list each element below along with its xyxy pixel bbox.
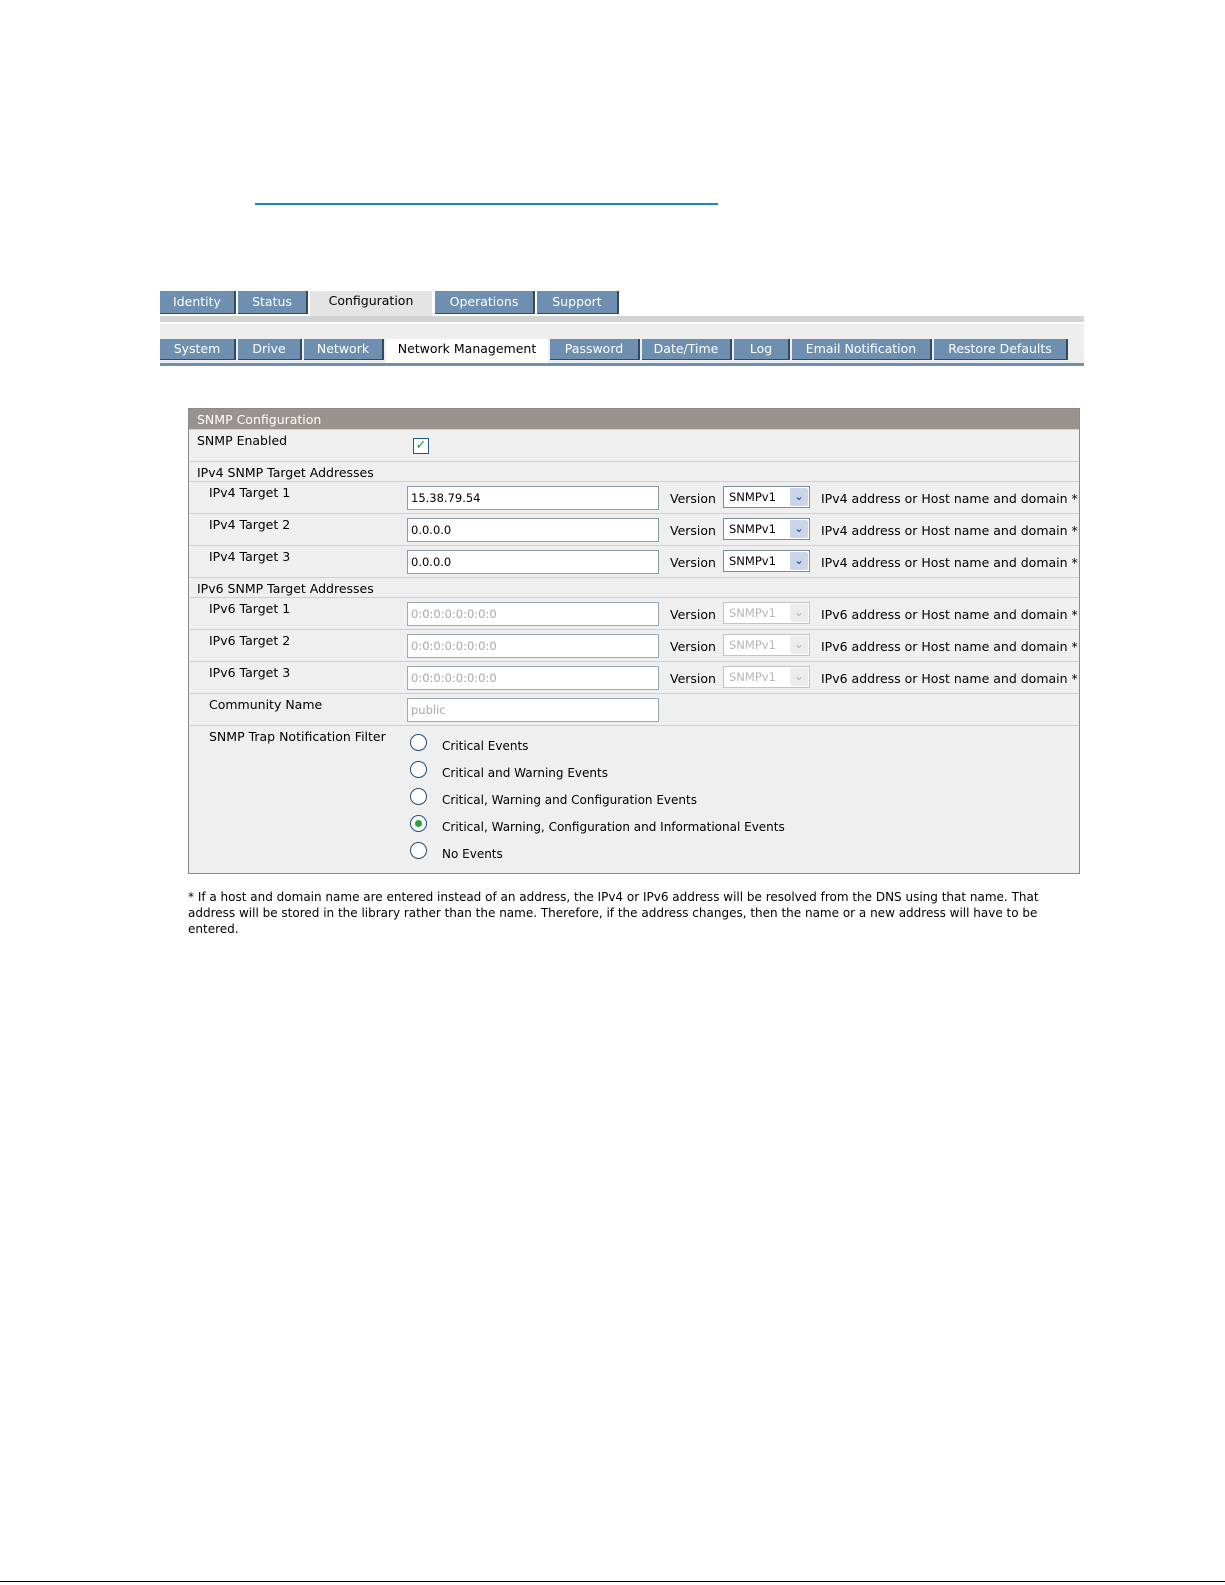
radio-critical-warning-events[interactable] (410, 761, 427, 778)
subtab-network[interactable]: Network (304, 339, 384, 360)
community-name-input[interactable]: public (407, 698, 659, 722)
ipv6-target-2-version-select[interactable] (723, 634, 810, 656)
ipv6-target-row (189, 661, 1079, 693)
radio-label: Critical Events (442, 739, 529, 753)
ipv6-target-1-version-select[interactable] (723, 602, 810, 624)
chevron-down-icon: ⌄ (790, 488, 808, 506)
ipv6-target-row (189, 629, 1079, 661)
trap-filter-row (189, 725, 1079, 873)
radio-label: No Events (442, 847, 503, 861)
ipv4-target-row (189, 513, 1079, 545)
subtab-underline (160, 363, 1084, 366)
chevron-down-icon: ⌄ (790, 552, 808, 570)
version-value: SNMPv1 (729, 670, 776, 684)
ipv4-target-1-label: IPv4 Target 1 (209, 485, 291, 500)
ipv4-section-row (189, 461, 1079, 481)
main-tabs (160, 291, 1084, 318)
subtab-password[interactable]: Password (550, 339, 640, 360)
subtab-email-notification[interactable]: Email Notification (792, 339, 932, 360)
ipv6-target-2-label: IPv6 Target 2 (209, 633, 291, 648)
ipv6-target-1-input[interactable]: 0:0:0:0:0:0:0:0 (407, 602, 659, 626)
version-value: SNMPv1 (729, 606, 776, 620)
panel-title: SNMP Configuration (189, 409, 1079, 429)
ipv6-target-3-label: IPv6 Target 3 (209, 665, 291, 680)
community-name-label: Community Name (209, 697, 323, 712)
version-value: SNMPv1 (729, 522, 776, 536)
chevron-down-icon: ⌄ (790, 520, 808, 538)
radio-selected-dot (415, 820, 422, 827)
radio-label: Critical and Warning Events (442, 766, 608, 780)
ipv4-target-3-hint: IPv4 address or Host name and domain * (821, 555, 1078, 570)
radio-label: Critical, Warning and Configuration Events (442, 793, 697, 807)
radio-critical-events[interactable] (410, 734, 427, 751)
version-value: SNMPv1 (729, 554, 776, 568)
snmp-enabled-row (189, 429, 1079, 461)
community-name-row (189, 693, 1079, 725)
ipv6-section-label: IPv6 SNMP Target Addresses (197, 581, 374, 596)
ipv4-target-1-version-select[interactable] (723, 486, 810, 508)
tab-operations[interactable]: Operations (435, 291, 535, 314)
chevron-down-icon: ⌄ (790, 668, 808, 686)
ipv6-target-2-hint: IPv6 address or Host name and domain * (821, 639, 1078, 654)
chevron-down-icon: ⌄ (790, 636, 808, 654)
ipv4-target-2-label: IPv4 Target 2 (209, 517, 291, 532)
ipv6-target-2-input[interactable]: 0:0:0:0:0:0:0:0 (407, 634, 659, 658)
subtab-log[interactable]: Log (734, 339, 790, 360)
ipv6-target-3-hint: IPv6 address or Host name and domain * (821, 671, 1078, 686)
ipv6-target-1-label: IPv6 Target 1 (209, 601, 291, 616)
ipv6-target-3-version-select[interactable] (723, 666, 810, 688)
version-label: Version (670, 607, 716, 622)
ipv4-target-3-version-select[interactable] (723, 550, 810, 572)
ipv4-target-1-input[interactable]: 15.38.79.54 (407, 486, 659, 510)
radio-no-events[interactable] (410, 842, 427, 859)
ipv4-target-2-version-select[interactable] (723, 518, 810, 540)
ipv4-target-row (189, 481, 1079, 513)
ipv4-target-3-label: IPv4 Target 3 (209, 549, 291, 564)
ipv4-target-2-hint: IPv4 address or Host name and domain * (821, 523, 1078, 538)
subtab-restore-defaults[interactable]: Restore Defaults (934, 339, 1068, 360)
sub-tabs (160, 339, 1084, 363)
version-value: SNMPv1 (729, 638, 776, 652)
radio-critical-warning-config-events[interactable] (410, 788, 427, 805)
subtab-system[interactable]: System (160, 339, 236, 360)
radio-all-events[interactable] (410, 815, 427, 832)
tab-divider (160, 316, 1084, 322)
snmp-config-panel (188, 408, 1080, 874)
version-label: Version (670, 671, 716, 686)
ipv6-target-1-hint: IPv6 address or Host name and domain * (821, 607, 1078, 622)
version-label: Version (670, 523, 716, 538)
ipv4-section-label: IPv4 SNMP Target Addresses (197, 465, 374, 480)
version-value: SNMPv1 (729, 490, 776, 504)
version-label: Version (670, 639, 716, 654)
subtab-drive[interactable]: Drive (238, 339, 302, 360)
snmp-enabled-checkbox[interactable]: ✓ (413, 438, 429, 454)
radio-label: Critical, Warning, Configuration and Informational Events (442, 820, 785, 834)
trap-filter-label: SNMP Trap Notification Filter (209, 729, 386, 744)
subtab-date-time[interactable]: Date/Time (642, 339, 732, 360)
tab-identity[interactable]: Identity (160, 291, 236, 314)
tab-support[interactable]: Support (537, 291, 619, 314)
ipv4-target-2-input[interactable]: 0.0.0.0 (407, 518, 659, 542)
footnote: * If a host and domain name are entered instead of an address, the IPv4 or IPv6 address will be resolved from the DNS using that name. That address will be stored in the library rather than the name. Therefore, if the address changes, then the name or a new address will have to be entered. (188, 890, 1039, 936)
chevron-down-icon: ⌄ (790, 604, 808, 622)
header-link-underline[interactable] (255, 203, 718, 205)
ipv6-section-row (189, 577, 1079, 597)
version-label: Version (670, 555, 716, 570)
ipv4-target-row (189, 545, 1079, 577)
page-bottom-rule (0, 1581, 1225, 1582)
ipv4-target-1-hint: IPv4 address or Host name and domain * (821, 491, 1078, 506)
ipv4-target-3-input[interactable]: 0.0.0.0 (407, 550, 659, 574)
snmp-enabled-label: SNMP Enabled (197, 433, 288, 448)
subtab-network-management[interactable]: Network Management (386, 339, 548, 363)
ipv6-target-row (189, 597, 1079, 629)
version-label: Version (670, 491, 716, 506)
tab-status[interactable]: Status (238, 291, 308, 314)
tab-configuration[interactable]: Configuration (310, 291, 432, 318)
ipv6-target-3-input[interactable]: 0:0:0:0:0:0:0:0 (407, 666, 659, 690)
